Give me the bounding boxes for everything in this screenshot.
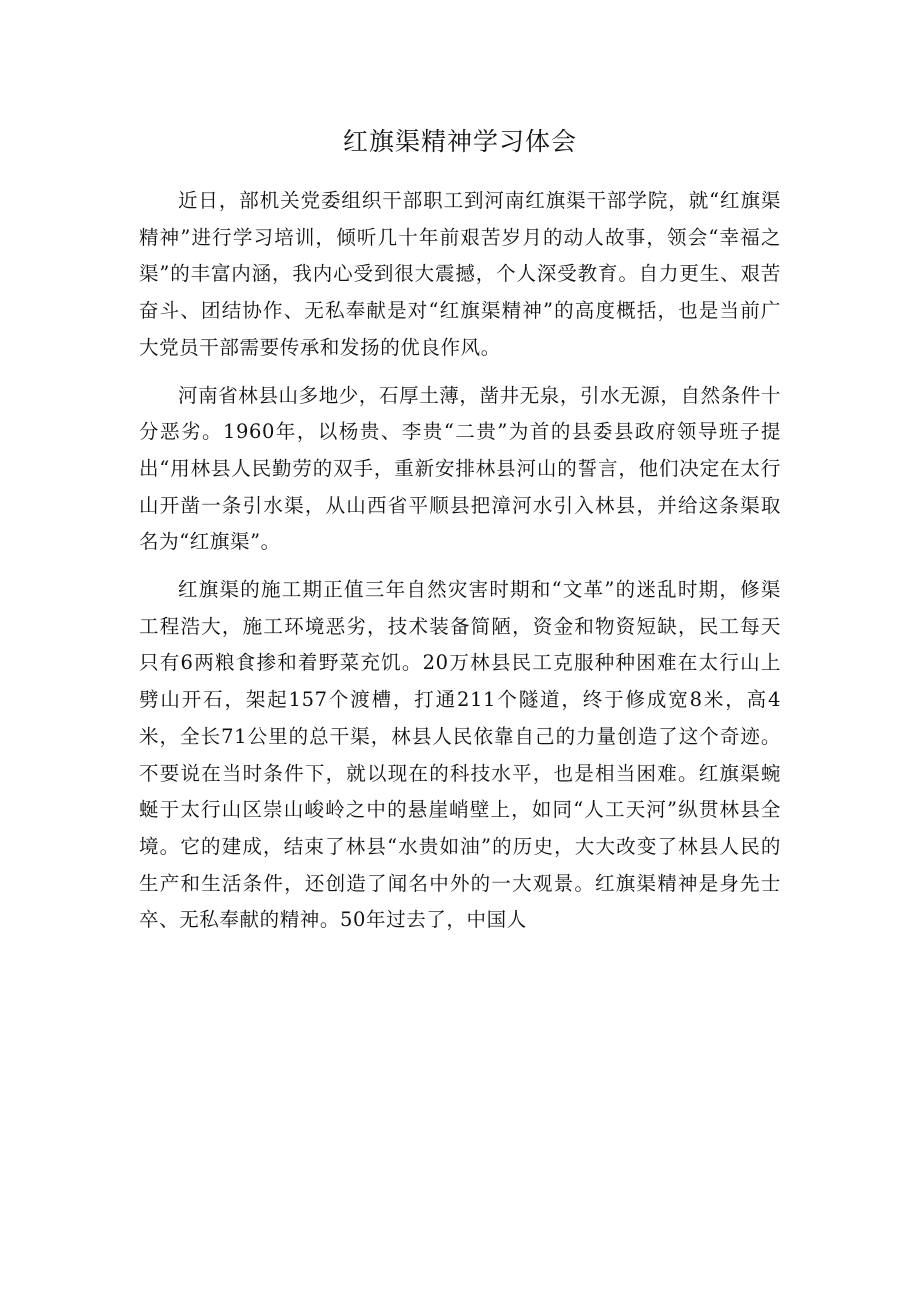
paragraph-construction: 红旗渠的施工期正值三年自然灾害时期和“文革”的迷乱时期，修渠工程浩大，施工环境恶劣，技术装备简陋，资金和物资短缺，民工每天只有6两粮食掺和着野菜充饥。20万林县民工克服种种困难在太行山上劈山开石，架起157个渡槽，打通211个隧道，终于修成宽8米，高4米，全长71公里的总干渠，林县人民依靠自己的力量创造了这个奇迹。不要说在当时条件下，就以现在的科技水平，也是相当困难。红旗渠蜿蜒于太行山区崇山峻岭之中的悬崖峭壁上，如同“人工天河”纵贯林县全境。它的建成，结束了林县“水贵如油”的历史，大大改变了林县人民的生产和生活条件，还创造了闻名中外的一大观景。红旗渠精神是身先士卒、无私奉献的精神。50年过去了，中国人 xyxy=(139,578,781,932)
document-title: 红旗渠精神学习体会 xyxy=(342,127,577,156)
paragraph-intro: 近日，部机关党委组织干部职工到河南红旗渠干部学院，就“红旗渠精神”进行学习培训，倾听几十年前艰苦岁月的动人故事，领会“幸福之渠”的丰富内涵，我内心受到很大震撼，个人深受教育。自力更生、艰苦奋斗、团结协作、无私奉献是对“红旗渠精神”的高度概括，也是当前广大党员干部需要传承和发扬的优良作风。 xyxy=(139,189,781,359)
paragraph-background: 河南省林县山多地少，石厚土薄，凿井无泉，引水无源，自然条件十分恶劣。1960年，以杨贵、李贵“二贵”为首的县委县政府领导班子提出“用林县人民勤劳的双手，重新安排林县河山的誓言，他们决定在太行山开凿一条引水渠，从山西省平顺县把漳河水引入林县，并给这条渠取名为“红旗渠”。 xyxy=(139,383,782,554)
document-body xyxy=(139,183,781,950)
